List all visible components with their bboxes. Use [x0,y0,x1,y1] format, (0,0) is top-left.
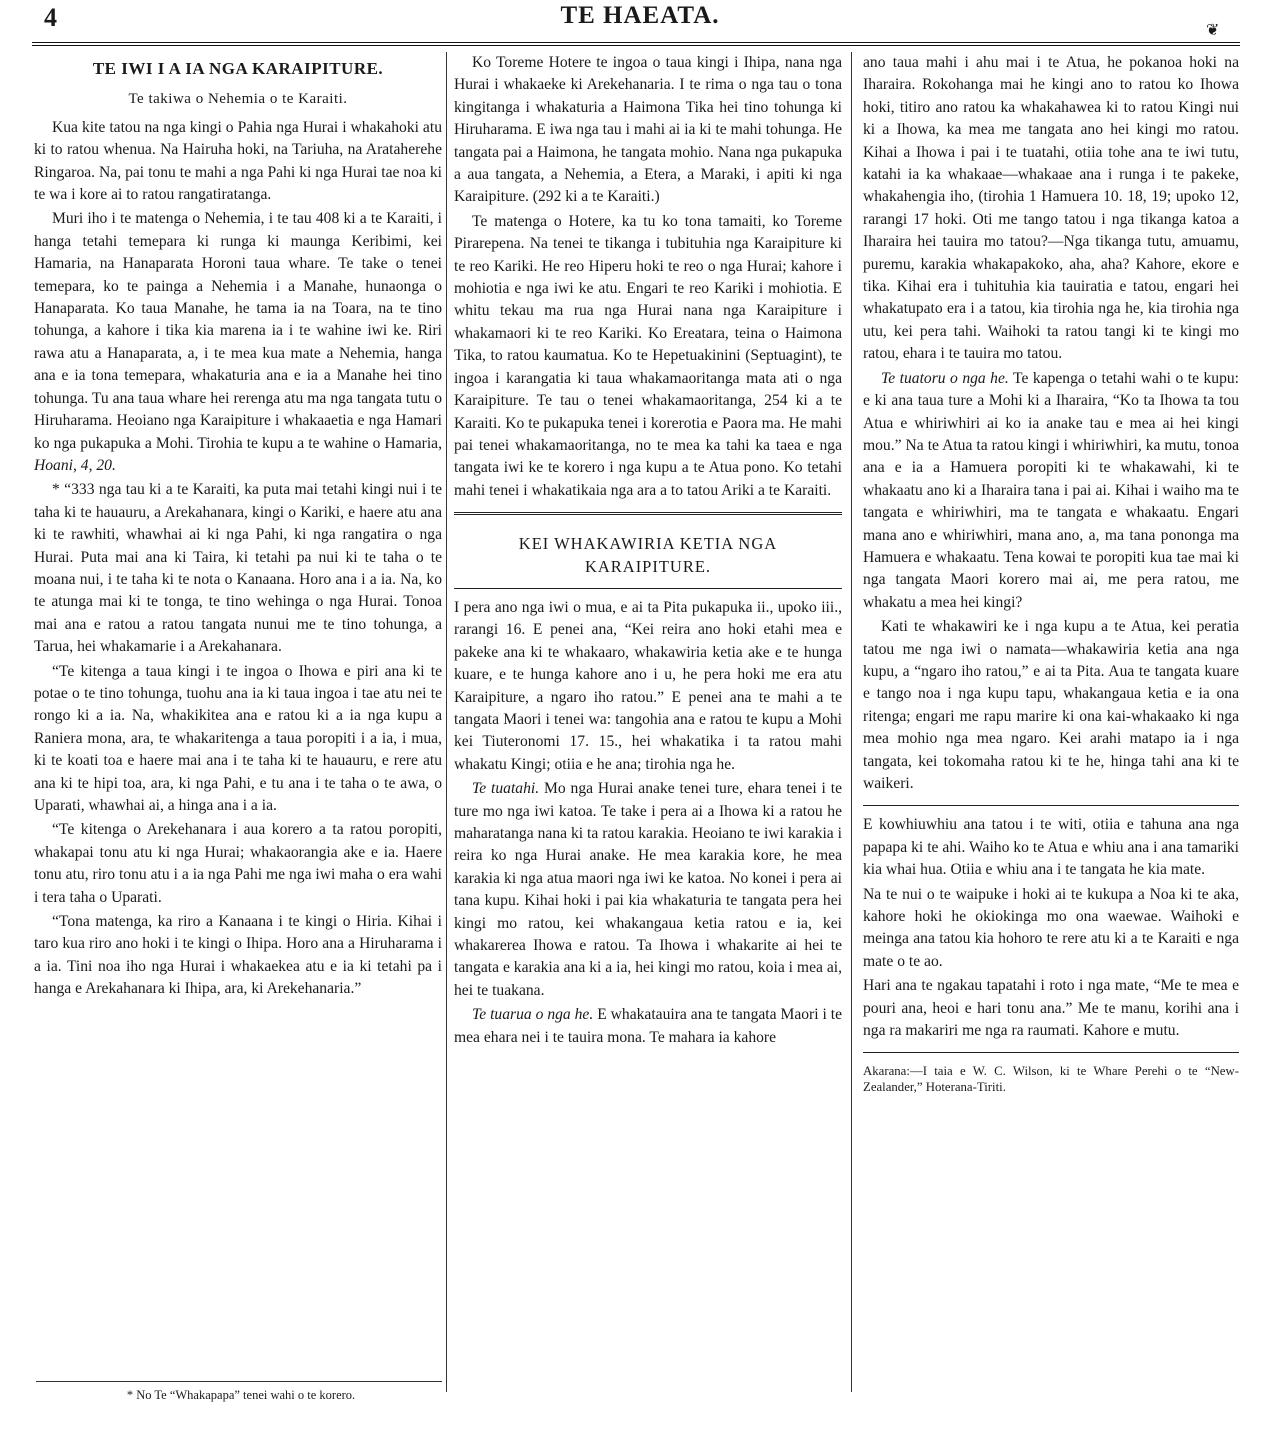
imprint-rule [863,1052,1239,1053]
footnote-rule [36,1381,442,1382]
paragraph: Kati te whakawiri ke i nga kupu a te Atua, kei peratia tatou me nga iwi o namata—whakawiria ketia ana nga kupu, a “ngaro iho ratou,” e ai ta Pita. Aua te tangata kuare e tango noa i nga kupu tapu, whakangaua ketia e ia ona ritenga; engari me rapu marire ki ona kai-whakaako ki nga mea mohio nga mea ngaro. Kei arahi matapo ia i nga tangata, kei tokomaha ratou ki te he, hinga tahi ana ki te waikeri. [863,618,1239,792]
title-rule [454,588,842,589]
paragraph [454,1004,842,1049]
paragraph: Na te nui o te waipuke i hoki ai te kukupa a Noa ki te aka, kahore hoki he okiokinga mo ona waewae. Waihoki e meinga ana tatou kia hohoro te rere atu ki a te Karaiti e nga mate o te ao. [863,885,1239,970]
page-number: 4 [44,3,57,32]
article-title: TE IWI I A IA NGA KARAIPITURE. [92,59,384,78]
paragraph-lead: Te tuarua o nga he. [472,1006,594,1024]
newspaper-masthead: TE HAEATA. [560,2,720,29]
paragraph: Hari ana te ngakau tapatahi i roto i nga mate, “Me te mea e pouri ana, heoi e hari tonu ana.” Me te manu, korihi ana i nga ra makariri me nga ra raumati. Kahore e mutu. [863,977,1239,1040]
paragraph-text: E whakatauira ana te tangata Maori i te mea ehara nei i te tauira mona. Te mahara ia kahore [454,1006,842,1046]
paragraph: * “333 nga tau ki a te Karaiti, ka puta mai tetahi kingi nui i te taha ki te hauauru, a Arekahanara, kingi o Kariki, e haere atu ana ki te rawhiti, whawhai ai ki nga Pahi, ki nga rangatira o nga Hurai. Puta mai ana ki Taira, ki tetahi pa nui ki te taha o te moana nui, i te taha ki te nota o Kanaana. Horo ana i a ia. Na, ko te atunga mai ki te tonga, te tino wehinga o nga Hurai. Tonoa mai ana e ratou a ratou tangata nunui me te tino tohunga, a Tarua, hei whakamarie i a Arekahanara. [34,481,442,656]
paragraph-lead: Te tuatahi. [472,780,540,798]
article-subtitle: Te takiwa o Nehemia o te Karaiti. [128,91,348,108]
paragraph: Ko Toreme Hotere te ingoa o taua kingi i Ihipa, nana nga Hurai i whakaeke ki Arekehanaria. I te rima o nga tau o tona kingitanga i whakaturia a Haimona Tika hei tino tohunga ki Hiruharama. E iwa nga tau i mahi ai ia ki te mahi tohunga. He tangata pai a Haimona, he tangata mohio. Nana nga pukapuka a aua tangata, a Nehemia, a Etera, a Maraki, i apiti ki nga Karaipiture. (292 ki a te Karaiti.) [454,54,842,206]
article-title: KEI WHAKAWIRIA KETIA NGA KARAIPITURE. [518,534,778,576]
column-3 [863,52,1239,1422]
column-divider [446,52,447,1392]
paragraph-text: Mo nga Hurai anake tenei ture, ehara tenei i te ture mo nga iwi katoa. Te take i pera ai a Ihowa ki a ratou he maharatanga nana ki ta ratou karakia. Heoiano te iwi karakia i reira ko nga Hurai anake. He mea karakia kore, he mea karakia ki nga atua maori nga iwi ke katoa. No konei i pera ai tana kupu. Kihai hoki i pai kia whakaturia te tangata pera hei kingi mo ratou, kei whakangaua ketia ratou e ia, kei whakarerea Ihowa e ratou. Ta Ihowa i whakarite ai hei te tangata e karakia ana ki a ia, hei kingi mo ratou, koia i mea ai, hei te tuakana. [454,780,842,999]
ornament-icon: ❦ [1206,22,1220,39]
paragraph-lead: Te tuatoru o nga he. [881,369,1009,387]
printer-imprint: Akarana:—I taia e W. C. Wilson, ki te Whare Perehi o te “New-Zealander,” Hoterana-Tiriti. [863,1064,1239,1095]
section-rule [863,805,1239,806]
paragraph [454,778,842,1002]
paragraph [863,368,1239,614]
column-2 [454,52,842,1422]
paragraph: Te matenga o Hotere, ka tu ko tona tamaiti, ko Toreme Pirarepena. Na tenei te tikanga i tubituhia nga Karaipiture ki te reo Kariki. He reo Hiperu hoki te reo o nga Hurai; kahore i mohiotia e nga iwi ke atu. Engari te reo Kariki i mohiotia. E whitu tekau ma rua nga Hurai nana nga Karaipiture i whakamaori ki te reo Kariki. Ko Ereatara, teina o Haimona Tika, to ratou kaumatua. Ko te Hepetuakinini (Septuagint), te ingoa i karangatia ki taua whakamaoritanga mata ati o nga Karaipiture. Te tau o tenei whakamaoritanga, 254 ki a te Karaiti. Ko te pukapuka tenei i korerotia e Paora ma. He mahi pai tenei whakamaoritanga, no te mea ka tahi ka taea e nga tangata iwi ke te korero i nga kupu a te Atua pono. Ko tetahi mahi tenei i whakatikaia nga ara a to tatou Ariki a te Karaiti. [454,212,842,499]
paragraph-text: Te kapenga o tetahi wahi o te kupu: e ki ana taua ture a Mohi ki a Iharaira, “Ko ta Ihowa ta tou Atua e whiriwhiri ai ko ia anake tau e mea ai hei kingi mou.” Na te Atua ta ratou kingi i whiriwhiri, ka mutu, tonoa ana e ia a Hamuera poropiti ki te whakawahi, ki te whakaatu ano ki a Iharaira tana i pai ai. Kihai i waiho ma te tangata e whiriwhiri, ma te tangata e whakaatu. Engari mana ano e whiriwhiri, mana ano, a, ma tana pononga ma Hamuera e whakaatu. Tena kowai te poropiti kua tae mai ki nga tangata Maori korero mai ai, me pera ratou, me whakatu a mea hei kingi? [863,369,1239,611]
paragraph: “Te kitenga a taua kingi i te ingoa o Ihowa e piri ana ki te potae o te tino tohunga, tuohu ana ia ki taua ingoa i tae atu nei te rongo ki a ia. Na, whakikitea ana e ratou ki a ia nga kupu a Raniera mona, ara, te whakaritenga a taua poropiti i a ia, i mua, ki te koati toa e haere mai ana i te taha ki te hauauru, e rere atu ana ki te hipi toa, ara, ki nga Pahi, e tu ana i te taha o te awa, o Uparati, whawhai ai, a hinga ana i a ia. [34,662,442,814]
paragraph-text: Muri iho i te matenga o Nehemia, i te tau 408 ki a te Karaiti, i hanga tetahi temepara ki runga ki maunga Keribimi, kei Hamaria, na Hanaparata Horoni taua whare. Te take o tenei temepara, ko te painga a Nehemia i a Manahe, hunaonga o Hanaparata. Ko taua Manahe, he tama ia na Toara, na te tino tohunga, a kahore i tika kia marena ia i te wahine iwi ke. Riri rawa atu a Hanaparata, a, i te mea kua mate a Nehemia, hanga ana e ia tona temepara, whakaturia ana e ia a Manahe hei tino tohunga. Tu ana taua whare hei rerenga atu ma nga tangata tutu o Hiruharama. Heoiano nga Karaipiture i whakaaetia e nga Hamari ko nga pukapuka a Mohi. Tirohia te kupu a te wahine o Hamaria, [34,210,442,452]
footnote: * No Te “Whakapapa” tenei wahi o te korero. [126,1388,356,1402]
paragraph: “Tona matenga, ka riro a Kanaana i te kingi o Hiria. Kihai i taro kua riro ano hoki i te kingi o Ihipa. Horo ana a Hiruharama i a ia. Tini noa iho nga Hurai i whakaekea atu e ia ki tetahi pa i hanga e Arekahanara ki Ihipa, ara, ki Arekehanaria.” [34,913,442,998]
paragraph: “Te kitenga o Arekehanara i aua korero a ta ratou poropiti, whakapai tonu atu ki nga Hurai; whakaorangia ake e ia. Haere tonu atu, riro tonu atu i a ia nga Pahi me nga iwi maha o era wahi i tera taha o Uparati. [34,821,442,906]
column-1 [34,52,442,1405]
paragraph: ano taua mahi i ahu mai i te Atua, he pokanoa hoki na Iharaira. Rokohanga mai he kingi ano to ratou ko Ihowa hoki, titiro ano ratou ka whakahawea ki to ratou Kingi nui ki a Ihowa, ka mea me tangata ano hei kingi mo ratou. Kihai a Ihowa i pai i te tuatahi, otiia tohe ana te iwi tutu, katahi ia ka whakaae—whakaae ana i runga i te pakeke, whakahengia iho, (tirohia 1 Hamuera 10. 18, 19; upoko 12, rarangi 17 hoki. Oti me tango tatou i nga tikanga katoa a Iharaira hei tauira mo tatou?—Nga tikanga tutu, amuamu, puremu, karakia whakapakoko, aha, aha? Kahore, ekore e tika. Kihai era i tuhituhia kia tauiratia e tatou, engari hei whakatupato era i a tatou, kia tirohia nga he, kia tirohia nga utu, kei pera tahi. Waihoki ta ratou tangi ki te kingi mo ratou, ehara i te tauira mo tatou. [863,54,1239,363]
page-header [0,0,1280,44]
header-rule [32,42,1240,46]
scripture-reference: Hoani, 4, 20. [34,456,116,474]
paragraph: I pera ano nga iwi o mua, e ai ta Pita pukapuka ii., upoko iii., rarangi 16. E penei ana, “Kei reira ano hoki etahi mea e pakeke ana ki te whakaaro, whakawiria ketia ake e te hunga kuare, e te hunga kahore ano i u, he pera hoki me era atu Karaipiture, a ngaro iho ratou.” E penei ana te mahi a te tangata Maori i tenei wa: tangohia ana e ratou te kupu a Mohi kei Tiuteronomi 17. 15., hei whakatika i ta ratou mahi whakatu Kingi; otiia e he ana; tirohia nga he. [454,598,842,773]
paragraph: E kowhiuwhiu ana tatou i te witi, otiia e tahuna ana nga papapa ki te ahi. Waiho ko te Atua e whiu ana i ana tamariki kia whai hua. Otiia e whiu ana i te tangata he kia mate. [863,816,1239,879]
paragraph: Kua kite tatou na nga kingi o Pahia nga Hurai i whakahoki atu ki to ratou whenua. Na Hairuha hoki, na Tariuha, na Arataherehe Ringaroa. Na, pai tonu te mahi a nga Pahi ki nga Hurai tae noa ki te wa i kore ai to ratou rangatiratanga. [34,118,442,204]
column-divider [851,52,852,1392]
article-separator [454,512,842,515]
paragraph [34,208,442,477]
